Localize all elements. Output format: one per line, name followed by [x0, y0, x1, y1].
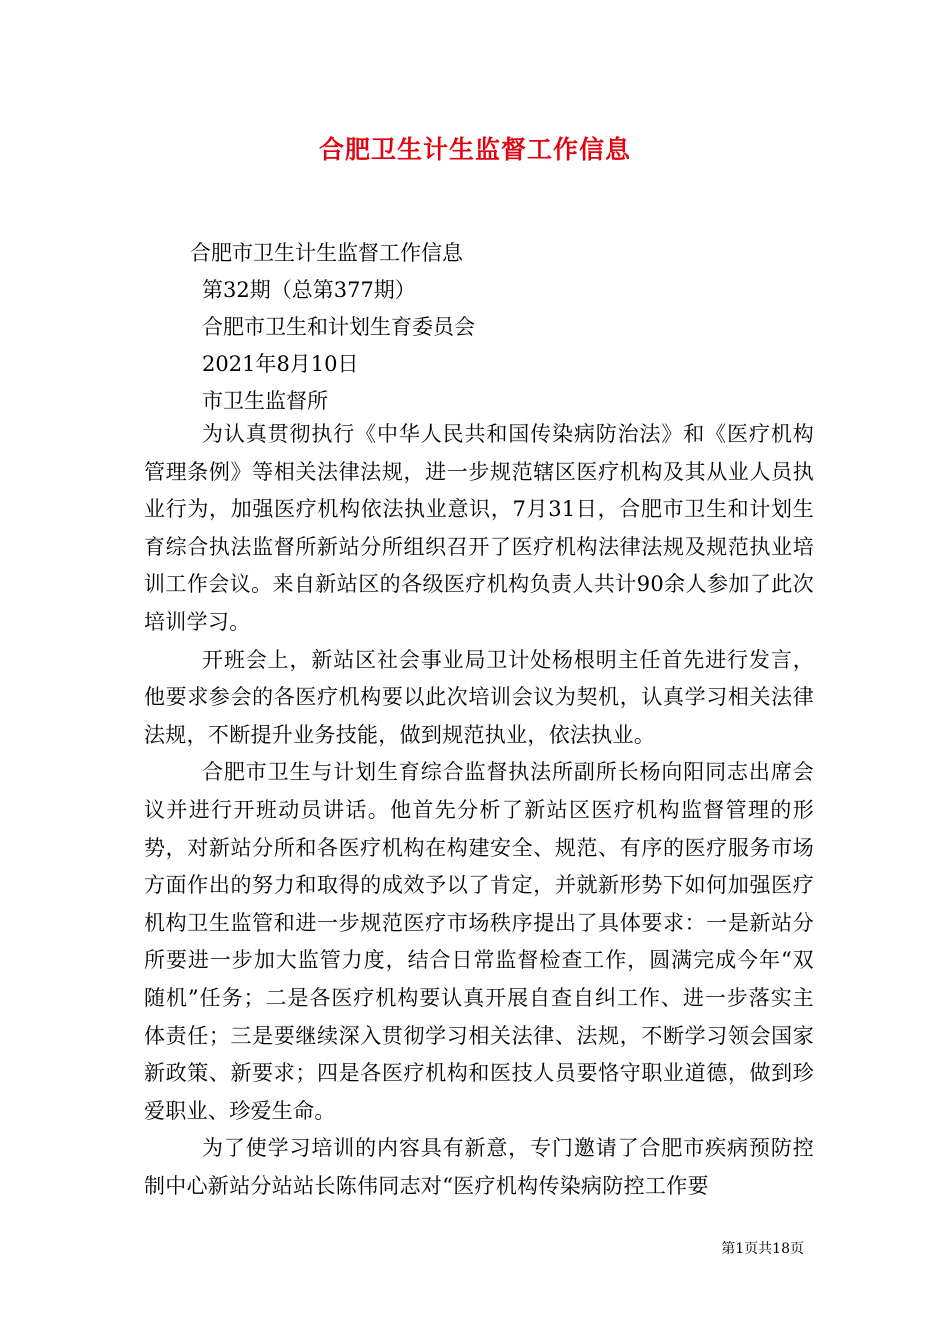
- issue-header: [144, 235, 814, 420]
- header-line-date: 2021年8月10日: [202, 352, 359, 376]
- article-body: [144, 416, 814, 1205]
- paragraph: 为了使学习培训的内容具有新意，专门邀请了合肥市疾病预防控制中心新站分站站长陈伟同志对“医疗机构传染病防控工作要: [144, 1136, 814, 1198]
- paragraph: 开班会上，新站区社会事业局卫计处杨根明主任首先进行发言，他要求参会的各医疗机构要以此次培训会议为契机，认真学习相关法律法规，不断提升业务技能，做到规范执业，依法执业。: [144, 647, 814, 747]
- header-line-department: 市卫生监督所: [202, 389, 328, 413]
- paragraph: 为认真贯彻执行《中华人民共和国传染病防治法》和《医疗机构管理条例》等相关法律法规，进一步规范辖区医疗机构及其从业人员执业行为，加强医疗机构依法执业意识，7月31日，合肥市卫生和计划生育综合执法监督所新站分所组织召开了医疗机构法律法规及规范执业培训工作会议。来自新站区的各级医疗机构负责人共计90余人参加了此次培训学习。: [144, 422, 814, 634]
- document-title: 合肥卫生计生监督工作信息: [318, 135, 631, 164]
- header-line-publisher: 合肥市卫生和计划生育委员会: [202, 315, 475, 339]
- header-line-bulletin-name: 合肥市卫生计生监督工作信息: [190, 241, 463, 265]
- header-line-issue-number: 第32期（总第377期）: [202, 278, 416, 302]
- paragraph: 合肥市卫生与计划生育综合监督执法所副所长杨向阳同志出席会议并进行开班动员讲话。他首先分析了新站区医疗机构监督管理的形势，对新站分所和各医疗机构在构建安全、规范、有序的医疗服务市场方面作出的努力和取得的成效予以了肯定，并就新形势下如何加强医疗机构卫生监管和进一步规范医疗市场秩序提出了具体要求：一是新站分所要进一步加大监管力度，结合日常监督检查工作，圆满完成今年“双随机”任务；二是各医疗机构要认真开展自查自纠工作、进一步落实主体责任；三是要继续深入贯彻学习相关法律、法规，不断学习领会国家新政策、新要求；四是各医疗机构和医技人员要恪守职业道德，做到珍爱职业、珍爱生命。: [144, 760, 814, 1123]
- page-footer: 第1页共18页: [721, 1241, 804, 1257]
